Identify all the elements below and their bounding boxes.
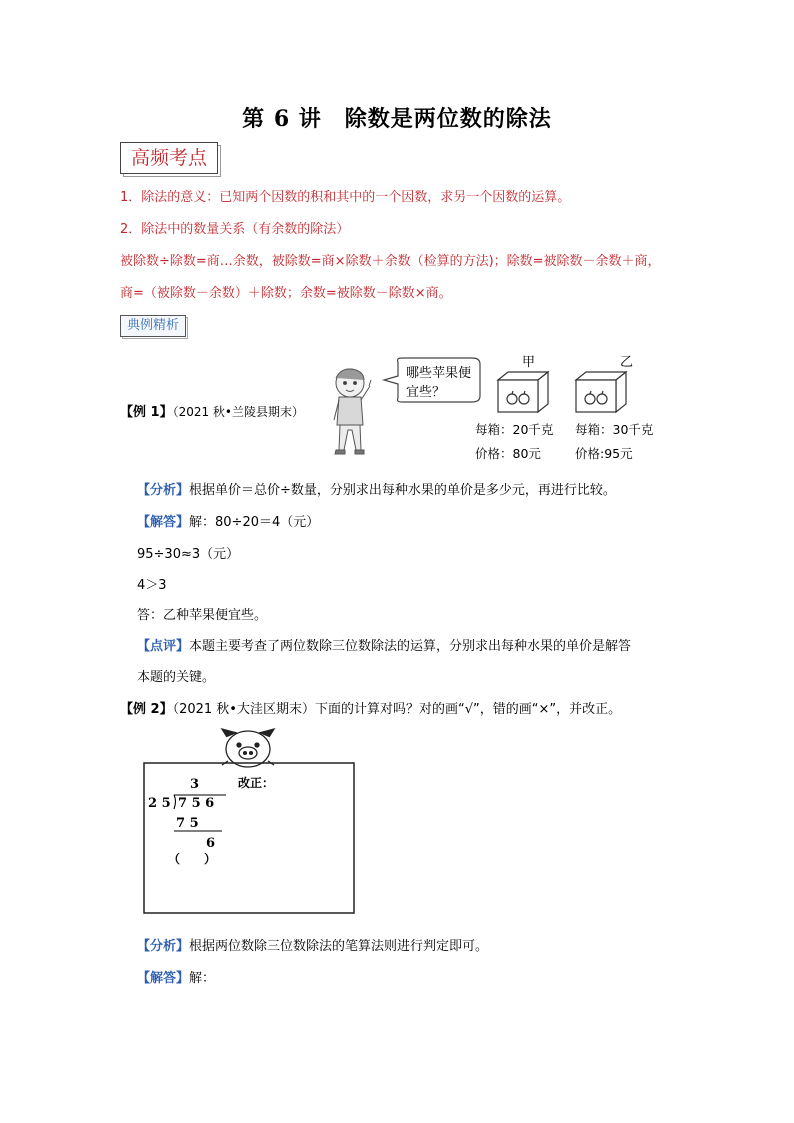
example-2-heading	[120, 698, 621, 717]
answer-blank: （ ）	[168, 852, 217, 866]
example-2-question: （2021 秋•大洼区期末）下面的计算对吗？对的画“√”，错的画“×”，并改正。	[172, 702, 622, 717]
comment-text-line-2: 本题的关键。	[137, 670, 216, 685]
speech-line-2: 宜些？	[406, 385, 446, 400]
product: 7 5	[176, 816, 199, 831]
example-1-heading	[120, 401, 304, 420]
page-title: 第 6 讲 除数是两位数的除法	[242, 106, 552, 132]
section-badge-examples: 典例精析	[120, 315, 186, 337]
answer-tag: 【解答】	[137, 515, 190, 530]
point-1: 1．除法的意义：已知两个因数的积和其中的一个因数，求另一个因数的运算。	[120, 190, 571, 205]
comment-text-line-1: 本题主要考查了两位数除三位数除法的运算，分别求出每种水果的单价是解答	[189, 639, 632, 654]
boy-illustration	[334, 369, 371, 454]
point-3: 被除数÷除数=商…余数，被除数=商×除数＋余数（检算的方法)；除数=被除数－余数＋商，	[120, 254, 661, 269]
solution-step-3: 答：乙种苹果便宜些。	[137, 608, 268, 623]
example-2-label: 【例 2】	[120, 702, 173, 717]
example-1-comment	[137, 635, 631, 654]
remainder: 6	[206, 836, 216, 851]
box-b-price: 价格:95元	[575, 446, 633, 461]
box-b	[576, 372, 626, 412]
speech-line-1: 哪些苹果便	[406, 366, 472, 381]
answer-tag: 【解答】	[137, 971, 190, 986]
dividend: 7 5 6	[178, 796, 215, 811]
box-a-label: 甲	[522, 355, 536, 370]
analysis-tag: 【分析】	[137, 939, 190, 954]
example-2-analysis	[137, 935, 488, 954]
box-a-price: 价格：80元	[475, 446, 541, 461]
example-2-answer	[137, 967, 215, 986]
apple-box-figure	[322, 350, 658, 466]
box-b-weight: 每箱：30千克	[575, 422, 654, 437]
comment-tag: 【点评】	[137, 639, 190, 654]
quotient: 3	[190, 777, 200, 792]
correction-label: 改正：	[238, 776, 275, 790]
example-1-label: 【例 1】	[120, 405, 173, 420]
solution-step-2: 4＞3	[137, 578, 167, 593]
solution-step-1: 95÷30≈3（元）	[137, 547, 240, 562]
division-figure	[142, 727, 364, 922]
point-4: 商=（被除数－余数）＋除数；余数=被除数－除数×商。	[120, 286, 452, 301]
answer-text: 解：80÷20＝4（元）	[189, 515, 320, 530]
example-1-analysis	[137, 479, 616, 498]
divisor: 2 5	[148, 796, 171, 811]
box-a-weight: 每箱：20千克	[475, 422, 554, 437]
example-1-answer	[137, 511, 319, 530]
answer-text: 解：	[189, 971, 216, 986]
analysis-text: 根据两位数除三位数除法的笔算法则进行判定即可。	[189, 939, 489, 954]
box-b-label: 乙	[620, 355, 634, 370]
analysis-text: 根据单价＝总价÷数量，分别求出每种水果的单价是多少元，再进行比较。	[189, 483, 616, 498]
point-2: 2．除法中的数量关系（有余数的除法）	[120, 222, 350, 237]
example-1-source: （2021 秋•兰陵县期末）	[172, 405, 305, 419]
pig-icon	[222, 729, 274, 767]
box-a	[498, 372, 548, 412]
analysis-tag: 【分析】	[137, 483, 190, 498]
section-badge-high-frequency: 高频考点	[120, 142, 218, 174]
